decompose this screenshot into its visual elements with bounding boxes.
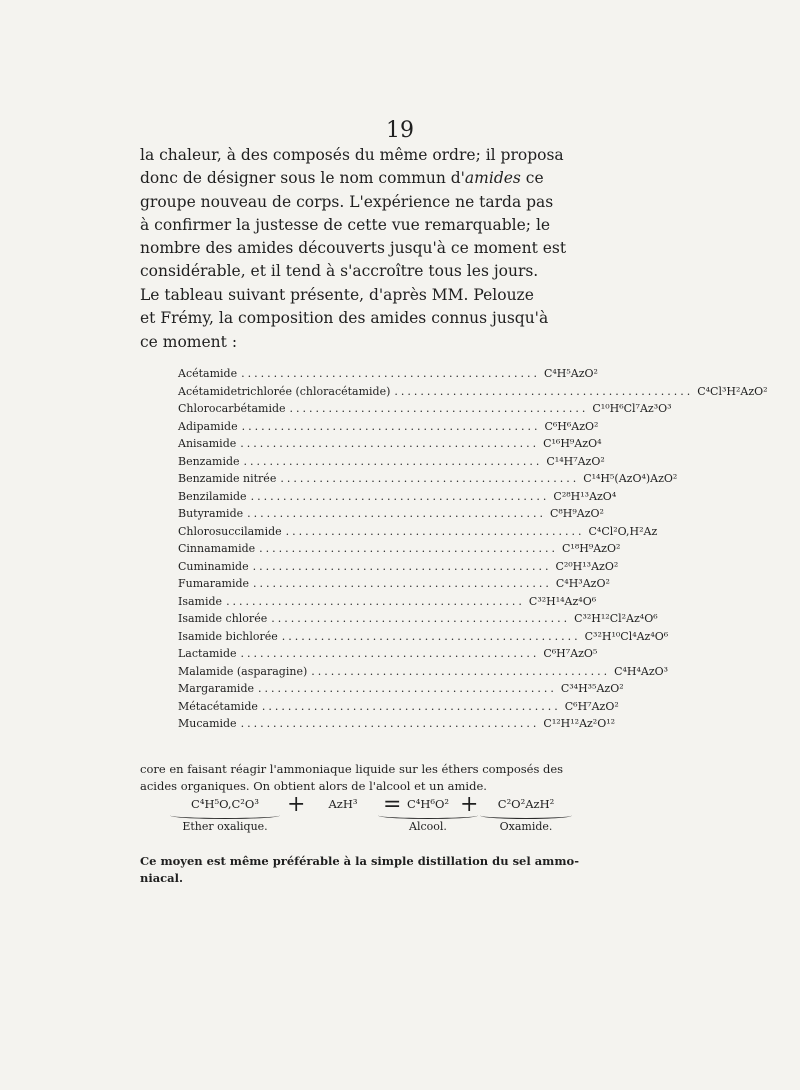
text-line: core en faisant réagir l'ammoniaque liquide sur les éthers composés des — [140, 762, 564, 776]
leader-dots: .............................................. — [271, 612, 571, 625]
leader-dots: .............................................. — [394, 384, 694, 398]
amide-name: Métacétamide — [178, 699, 258, 713]
text-line: acides organiques. On obtient alors de l'alcool et un amide. — [140, 779, 487, 793]
amide-row — [178, 540, 621, 558]
leader-dots: .............................................. — [281, 629, 581, 643]
text-line: Ce moyen est même préférable à la simple distillation du sel ammo- — [140, 854, 579, 868]
amide-name: Benzamide — [178, 454, 240, 468]
amide-row — [178, 365, 598, 383]
leader-dots: .............................................. — [250, 489, 550, 503]
amide-formula: C⁶H⁶AzO² — [544, 419, 599, 433]
leader-dots: .............................................. — [280, 472, 580, 485]
amide-name: Butyramide — [178, 507, 244, 520]
amide-name: Fumaramide — [178, 577, 250, 590]
amide-row — [178, 523, 658, 541]
amide-row — [178, 645, 598, 663]
equation-formula: AzH³ — [328, 797, 358, 811]
amide-formula: C⁴H⁵AzO² — [543, 367, 598, 380]
leader-dots: .............................................. — [243, 454, 543, 468]
equals-operator: = — [383, 792, 402, 817]
plus-operator: + — [460, 792, 479, 817]
amide-row — [178, 488, 617, 506]
equation-term-ammonia — [318, 797, 368, 811]
amide-formula: C²⁰H¹³AzO² — [555, 559, 619, 573]
note-paragraph-2 — [140, 853, 579, 887]
equation-term-ether — [170, 797, 280, 833]
amide-formula: C⁴H³AzO² — [555, 577, 610, 590]
amide-name: Isamide chlorée — [178, 612, 268, 625]
leader-dots: .............................................. — [240, 437, 540, 450]
text-line: groupe nouveau de corps. L'expérience ne tarda pas — [140, 192, 554, 211]
amide-name: Cinnamamide — [178, 542, 256, 555]
amide-row — [178, 400, 672, 418]
leader-dots: .............................................. — [261, 699, 561, 713]
amide-row — [178, 418, 599, 436]
leader-dots: .............................................. — [258, 682, 557, 695]
amide-formula: C⁶H⁷AzO⁵ — [543, 647, 598, 660]
amide-name: Chlorosuccilamide — [178, 524, 282, 538]
amide-name: Adipamide — [178, 419, 238, 433]
amide-name: Malamide (asparagine) — [178, 664, 308, 678]
text-line: ce moment : — [140, 332, 238, 351]
amide-table — [178, 365, 768, 733]
amide-name: Mucamide — [178, 717, 237, 730]
emphasis-amides: amides — [464, 169, 521, 188]
amide-name: Benzamide nitrée — [178, 472, 277, 485]
text-line: et Frémy, la composition des amides connus jusqu'à — [140, 309, 549, 328]
text-line — [140, 167, 572, 190]
equation-term-oxamide — [480, 797, 572, 833]
amide-name: Cuminamide — [178, 559, 249, 573]
amide-formula: C¹⁴H⁷AzO² — [546, 454, 605, 468]
amide-formula: C¹⁸H⁹AzO² — [562, 542, 621, 555]
equation-formula: C⁴H⁶O² — [406, 797, 450, 811]
leader-dots: .............................................. — [252, 559, 552, 573]
leader-dots: .............................................. — [311, 664, 611, 678]
amide-formula: C¹⁰H⁶Cl⁷Az³O³ — [592, 402, 672, 415]
amide-row — [178, 663, 669, 681]
amide-name: Isamide — [178, 594, 223, 608]
chemical-equation — [140, 792, 572, 837]
leader-dots: .............................................. — [241, 367, 540, 380]
amide-row — [178, 383, 768, 401]
amide-row — [178, 505, 604, 523]
amide-row — [178, 593, 597, 611]
amide-name: Acétamide — [178, 367, 238, 380]
equation-label: Alcool. — [409, 820, 447, 833]
amide-name: Acétamidetrichlorée (chloracétamide) — [178, 384, 391, 398]
amide-row — [178, 610, 658, 628]
amide-formula: C¹⁶H⁹AzO⁴ — [543, 437, 602, 450]
amide-formula: C³²H¹⁴Az⁴O⁶ — [528, 594, 597, 608]
leader-dots: .............................................. — [226, 594, 525, 608]
amide-formula: C¹²H¹²Az²O¹² — [543, 717, 616, 730]
equation-label: Ether oxalique. — [182, 820, 268, 833]
amide-row — [178, 558, 619, 576]
amide-row — [178, 628, 669, 646]
amide-formula: C²⁸H¹³AzO⁴ — [553, 489, 617, 503]
brace-icon — [480, 812, 572, 819]
amide-name: Lactamide — [178, 647, 237, 660]
leader-dots: .............................................. — [240, 647, 540, 660]
text-line: nombre des amides découverts jusqu'à ce moment est — [140, 239, 567, 258]
amide-row — [178, 575, 610, 593]
paragraph-2 — [140, 284, 572, 354]
amide-row — [178, 715, 616, 733]
paragraph-1 — [140, 144, 572, 284]
leader-dots: .............................................. — [247, 507, 546, 520]
amide-name: Chlorocarbétamide — [178, 402, 286, 415]
amide-formula: C⁴H⁴AzO³ — [614, 664, 669, 678]
text-line: niacal. — [140, 871, 184, 885]
amide-name: Isamide bichlorée — [178, 629, 278, 643]
amide-formula: C³⁴H³⁵AzO² — [560, 682, 624, 695]
text-line: la chaleur, à des composés du même ordre; il proposa — [140, 146, 564, 164]
amide-row — [178, 435, 602, 453]
amide-formula: C⁴Cl³H²AzO² — [697, 384, 768, 398]
plus-operator: + — [287, 792, 306, 817]
amide-formula: C³²H¹⁰Cl⁴Az⁴O⁶ — [584, 629, 669, 643]
amide-formula: C³²H¹²Cl²Az⁴O⁶ — [574, 612, 658, 625]
text-run: donc de désigner sous le nom commun d' — [140, 169, 465, 188]
page-number: 19 — [386, 118, 414, 143]
leader-dots: .............................................. — [259, 542, 558, 555]
equation-label: Oxamide. — [499, 820, 553, 833]
amide-row — [178, 453, 605, 471]
amide-name: Anisamide — [178, 437, 237, 450]
leader-dots: .............................................. — [240, 717, 540, 730]
leader-dots: .............................................. — [253, 577, 552, 590]
text-line: considérable, et il tend à s'accroître tous les jours. — [140, 262, 539, 281]
amide-formula: C⁶H⁷AzO² — [564, 699, 619, 713]
equation-formula: C²O²AzH² — [497, 797, 555, 811]
leader-dots: .............................................. — [289, 402, 589, 415]
text-line: Le tableau suivant présente, d'après MM. Pelouze — [140, 286, 534, 304]
brace-icon — [170, 812, 280, 819]
amide-name: Margaramide — [178, 682, 254, 695]
amide-formula: C⁴Cl²O,H²Az — [588, 524, 658, 538]
leader-dots: .............................................. — [285, 524, 585, 538]
amide-name: Benzilamide — [178, 489, 247, 503]
amide-row — [178, 680, 624, 698]
text-run: ce — [520, 169, 544, 188]
note-paragraph-1 — [140, 761, 572, 795]
amide-row — [178, 698, 619, 716]
text-line: à confirmer la justesse de cette vue remarquable; le — [140, 215, 551, 234]
amide-formula: C¹⁴H⁵(AzO⁴)AzO² — [583, 472, 678, 485]
amide-formula: C⁸H⁹AzO² — [549, 507, 604, 520]
leader-dots: .............................................. — [241, 419, 541, 433]
amide-row — [178, 470, 678, 488]
equation-formula: C⁴H⁵O,C²O³ — [191, 797, 259, 811]
